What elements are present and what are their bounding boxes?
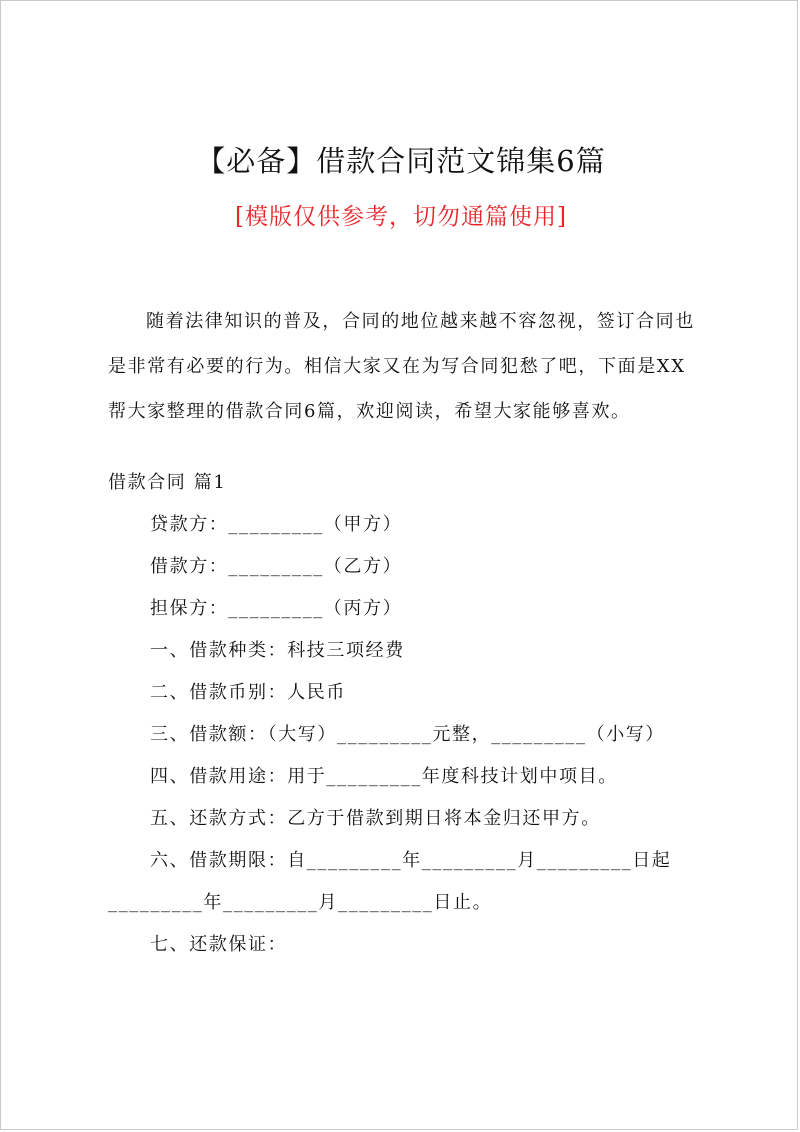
loan-purpose-line: 四、借款用途：用于_________年度科技计划中项目。 [150, 766, 618, 787]
section-heading: 借款合同 篇1 [108, 472, 227, 493]
intro-paragraph: 随着法律知识的普及，合同的地位越来越不容忽视，签订合同也是非常有必要的行为。相信大家又在为写合同犯愁了吧，下面是XX帮大家整理的借款合同6篇，欢迎阅读，希望大家能够喜欢。 [108, 311, 695, 422]
template-notice: [模版仅供参考，切勿通篇使用] [235, 204, 567, 230]
loan-amount-line: 三、借款额：（大写）_________元整，_________（小写） [150, 724, 665, 745]
loan-type-line: 一、借款种类：科技三项经费 [150, 640, 405, 661]
currency-line: 二、借款币别：人民币 [150, 682, 346, 703]
repayment-guarantee-line: 七、还款保证： [150, 934, 288, 955]
guarantor-line: 担保方：_________（丙方） [150, 598, 403, 619]
document-title: 【必备】借款合同范文锦集6篇 [196, 144, 606, 178]
repayment-method-line: 五、还款方式：乙方于借款到期日将本金归还甲方。 [150, 808, 601, 829]
loan-term-line: 六、借款期限：自_________年_________月_________日起 [150, 850, 672, 871]
loan-term-end-line: _________年_________月_________日止。 [108, 892, 493, 913]
borrower-line: 借款方：_________（乙方） [150, 556, 403, 577]
lender-line: 贷款方：_________（甲方） [150, 514, 403, 535]
